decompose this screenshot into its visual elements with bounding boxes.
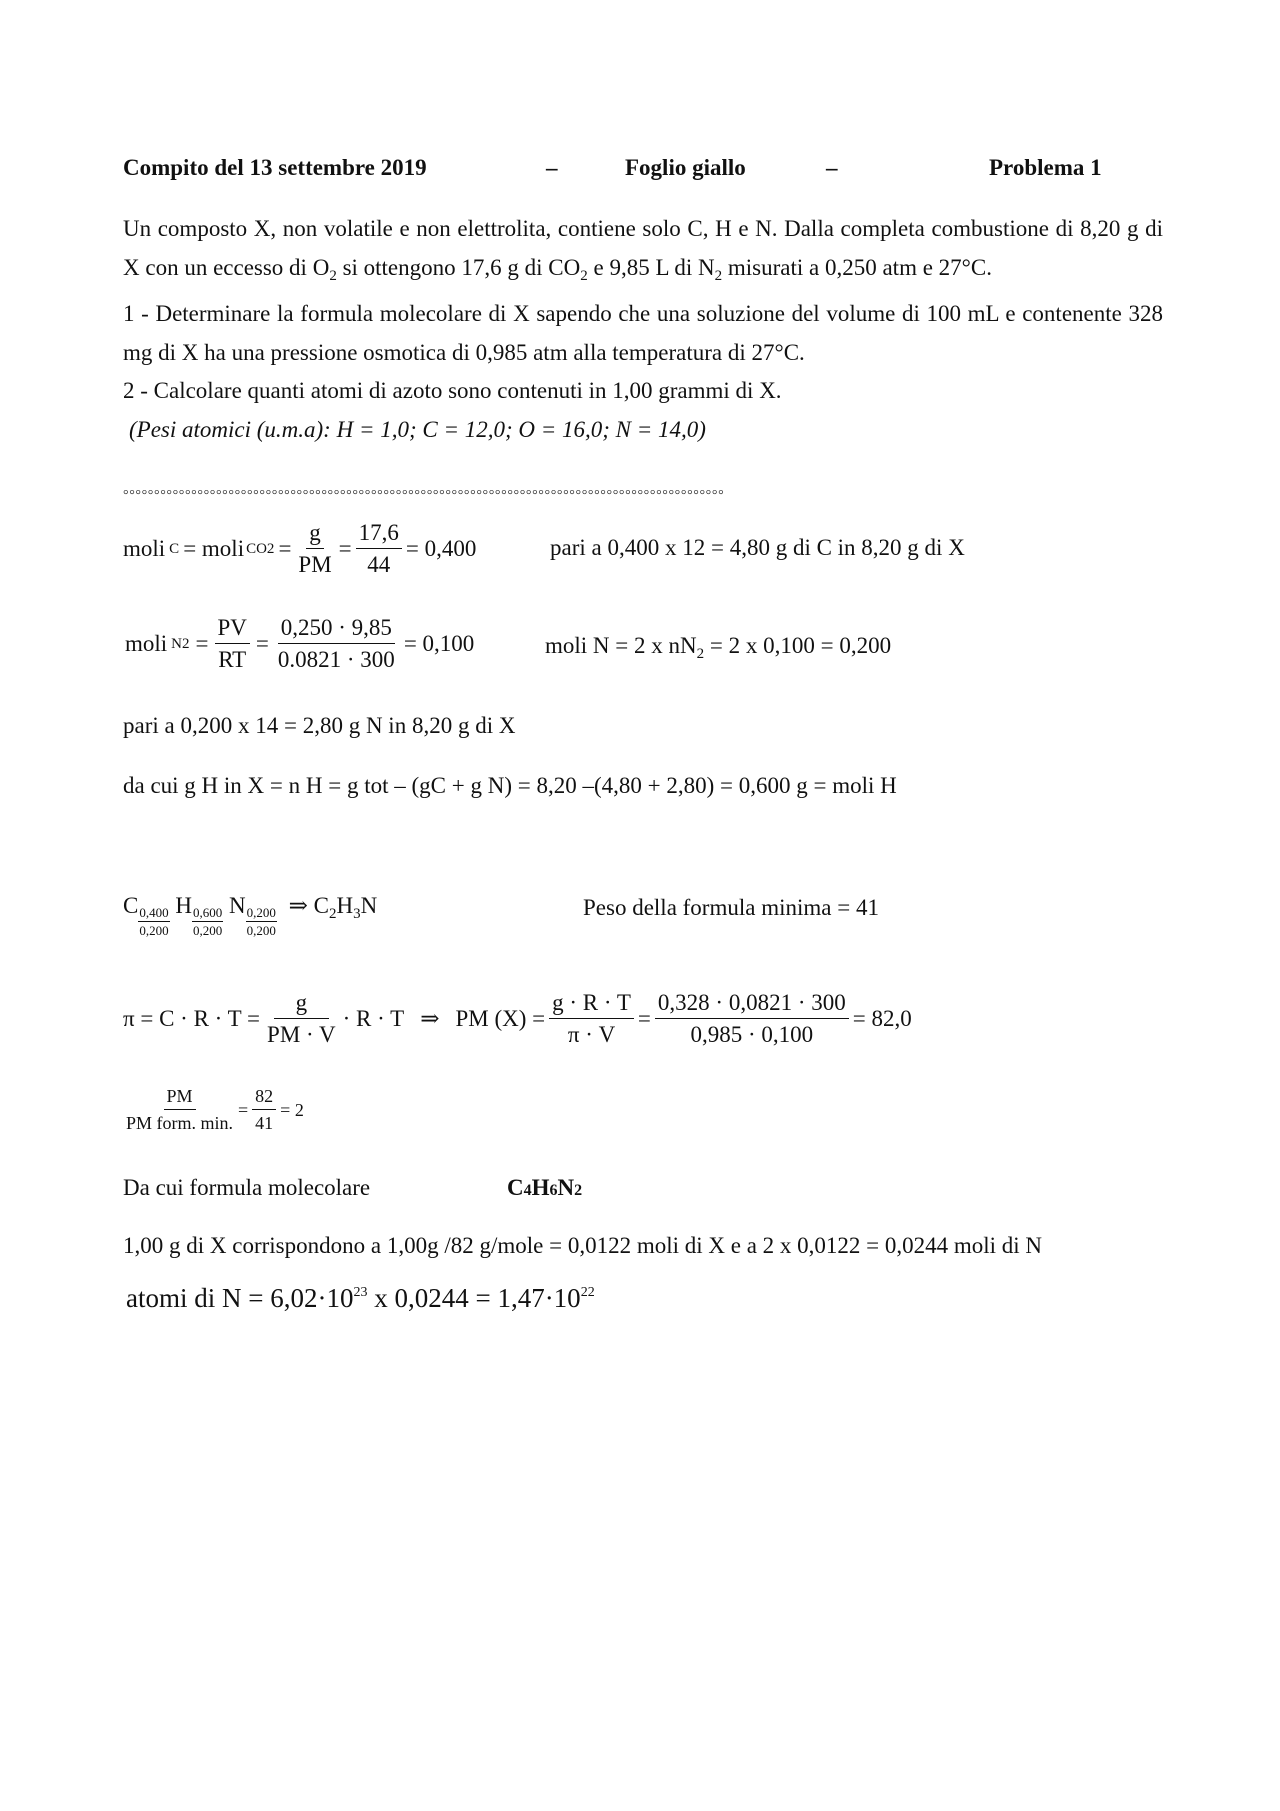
osmotic-pressure-equation: π = C · R · T = $\frac{g}{PM \cdot V}$ · R · T ⇒ PM (X) = $\frac{g \cdot R \cdot T}{\pi \cdot V}$ = $\frac{0,328 \cdot 0,0821 \cdot 300}{0,985 \cdot 0,100}$ = 82,0 [123,990,912,1047]
problem-statement [123,210,1163,449]
nitrogen-moles-note: moli N = 2 x $nN_2 = 2$ x 0,100 = 0,200 [545,633,892,662]
fraction: $\frac{0,328 \cdot 0,0821 \cdot 300}{0,985 \cdot 0,100}$ [655,990,849,1048]
molecular-formula-label: Da cui formula molecolare [123,1175,371,1200]
minimum-formula-weight: Peso della formula minima = 41 [583,895,879,920]
fraction: $\frac{g}{PM \cdot V}$ [267,990,336,1047]
atomic-weights: (Pesi atomici (u.m.a): H = 1,0; C = 12,0; O = 16,0; N = 14,0) [129,416,706,442]
nitrogen-mass-line: pari a 0,200 x 14 = 2,80 g N in 8,20 g di X [123,713,516,738]
nitrogen-atoms-result: atomi di $N = 6,02\cdot 10^{23}$ x $0,0244 = 1,47\cdot 10^{22}$ [126,1283,595,1313]
subscript-ratio: $\frac{0,400}{0,200}$ [139,905,169,938]
molecular-formula: C4H6N2 [507,1175,583,1200]
equation-moles-carbon: moli C = moli CO2 = $\frac{g}{PM}$ = $\frac{17,6}{44}$ = 0,400 [123,520,477,577]
fraction: $\frac{g}{PM}$ [298,520,332,577]
separator-line: °°°°°°°°°°°°°°°°°°°°°°°°°°°°°°°°°°°°°°°°°°°°°°°°°°°°°°°°°°°°°°°°°°°°°°°°°°°°°°°°°°°°°°°°°°°°°°°°° [123,488,725,503]
sheet-label: Foglio giallo [625,155,746,180]
ratio-equation: $\frac{PM}{\text{PM form. min.}}$ = $\frac{82}{41}$ = 2 [123,1086,304,1134]
question-1: 1 - Determinare la formula molecolare di X sapendo che una soluzione del volume di 100 mL e contenente 328 mg di X ha una pressione osmotica di 0,985 atm alla temperatura di 27°C. [123,301,1163,365]
carbon-mass-note: pari a 0,400 x 12 = 4,80 g di C in 8,20 g di X [550,535,965,560]
fraction: $\frac{17,6}{44}$ [356,520,402,578]
fraction: $\frac{PV}{RT}$ [215,615,250,673]
header-dash: – [826,155,838,180]
problem-number: Problema 1 [989,155,1102,180]
subscript-ratio: $\frac{0,600}{0,200}$ [192,905,223,938]
fraction: $\frac{PM}{\text{PM form. min.}}$ [126,1086,234,1133]
fraction: $\frac{82}{41}$ [252,1086,276,1134]
subscript-ratio: $\frac{0,200}{0,200}$ [246,905,276,938]
equation-moles-nitrogen: moli N2 = $\frac{PV}{RT}$ = $\frac{0,250 \cdot 9,85}{0.0821 \cdot 300}$ = 0,100 [125,615,475,672]
hydrogen-mass-line: da cui g H in X = n H = g tot – (gC + g N) = 8,20 –(4,80 + 2,80) = 0,600 g = moli H [123,773,897,798]
grams-to-moles-line: 1,00 g di X corrispondono a 1,00g /82 g/mole = 0,0122 moli di X e a 2 x 0,0122 = 0,0244 moli di N [123,1233,1043,1258]
exam-title: Compito del 13 settembre 2019 [123,155,427,180]
minimum-formula: C $\frac{0,400}{0,200}$ H $\frac{0,600}{0,200}$ N $\frac{0,200}{0,200}$ ⇒ $C_2H_3N$ [123,893,378,938]
fraction: $\frac{g \cdot R \cdot T}{\pi \cdot V}$ [549,990,634,1048]
problem-intro: Un composto X, non volatile e non elettrolita, contiene solo C, H e N. Dalla completa combustione di 8,20 g di X con un eccesso di $O_2$ si ottengono 17,6 g di $CO_2$ e 9,85 L di $N_2$ misurati a 0,250 atm e 27°C. [123,216,1163,284]
fraction: $\frac{0,250 \cdot 9,85}{0.0821 \cdot 300}$ [277,615,395,672]
question-2: 2 - Calcolare quanti atomi di azoto sono contenuti in 1,00 grammi di X. [123,378,782,403]
header-dash: – [546,155,558,180]
